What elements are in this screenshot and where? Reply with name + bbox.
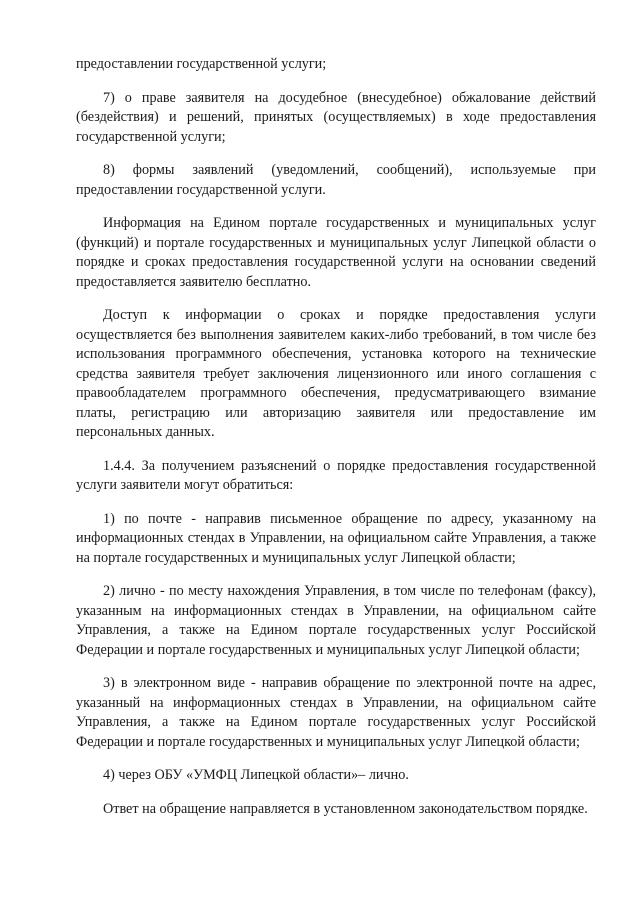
- paragraph-item-8: 8) формы заявлений (уведомлений, сообщений), используемые при предоставлении государственной услуги.: [76, 162, 596, 198]
- document-page: [76, 55, 596, 833]
- paragraph-option-electronic: 3) в электронном виде - направив обращение по электронной почте на адрес, указанный на информационных стендах в Управлении, на официальном сайте Управления, а также на Едином портале государственных услуг Российской Федерации и портале государственных и муниципальных услуг Липецкой области;: [76, 675, 596, 750]
- paragraph-section-1-4-4: 1.4.4. За получением разъяснений о порядке предоставления государственной услуги заявители могут обратиться:: [76, 457, 596, 493]
- paragraph-continuation: предоставлении государственной услуги;: [76, 56, 327, 72]
- paragraph-response: Ответ на обращение направляется в установленном законодательством порядке.: [103, 800, 588, 817]
- paragraph-option-mfc: 4) через ОБУ «УМФЦ Липецкой области»– лично.: [103, 767, 409, 783]
- paragraph-access-info: Доступ к информации о сроках и порядке предоставления услуги осуществляется без выполнения заявителем каких-либо требований, в том числе без использования программного обеспечения, установка которого на технические средства заявителя требует заключения лицензионного или иного соглашения с правообладателем программного обеспечения, предусматривающего взимание платы, регистрацию или авторизацию заявителя или предоставление им персональных данных.: [76, 307, 596, 440]
- paragraph-item-7: 7) о праве заявителя на досудебное (внесудебное) обжалование действий (бездействия) и решений, принятых (осуществляемых) в ходе предоставления государственной услуги;: [76, 89, 596, 145]
- paragraph-info-portal: Информация на Едином портале государственных и муниципальных услуг (функций) и портале государственных и муниципальных услуг Липецкой области о порядке и сроках предоставления государственной услуги на основании сведений предоставляется заявителю бесплатно.: [76, 215, 596, 290]
- paragraph-option-mail: 1) по почте - направив письменное обращение по адресу, указанному на информационных стендах в Управлении, на официальном сайте Управления, а также на портале государственных и муниципальных услуг Липецкой области;: [76, 510, 596, 566]
- paragraph-option-in-person: 2) лично - по месту нахождения Управления, в том числе по телефонам (факсу), указанным на информационных стендах в Управлении, на официальном сайте Управления, а также на Едином портале государственных услуг Российской Федерации и портале государственных и муниципальных услуг Липецкой области;: [76, 583, 596, 658]
